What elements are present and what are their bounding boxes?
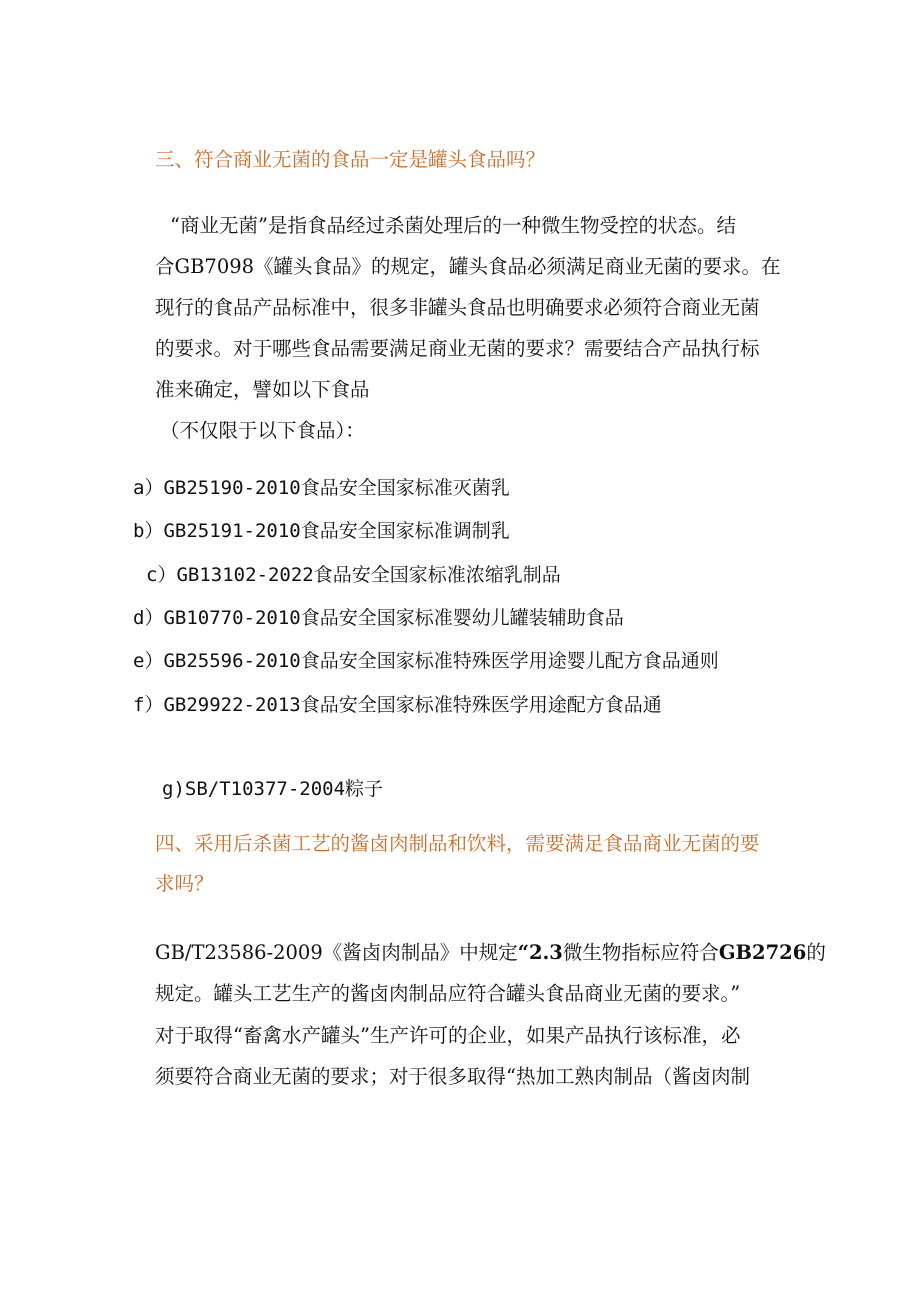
standard-code: GB29922-2013: [163, 694, 301, 716]
standard-title: 食品安全国家标准调制乳: [300, 520, 510, 542]
paragraph-text-bold: GB2726: [718, 941, 807, 964]
list-item: [133, 476, 773, 500]
list-marker: b）: [133, 520, 164, 542]
paragraph-text-bold: “2.3: [517, 941, 563, 964]
standard-title: 食品安全国家标准灭菌乳: [300, 477, 510, 499]
paragraph-text: 的: [806, 941, 826, 964]
standard-code: SB/T10377-2004: [184, 778, 346, 800]
standard-code: GB25191-2010: [163, 520, 301, 542]
standard-title: 食品安全国家标准特殊医学用途配方食品通: [300, 694, 662, 716]
list-marker: c）: [146, 564, 177, 586]
list-marker: a）: [133, 477, 164, 499]
section-4-heading: 求吗？: [155, 872, 214, 895]
standard-title: 粽子: [345, 778, 384, 800]
list-item: [133, 606, 773, 630]
list-marker: g): [162, 778, 185, 800]
paragraph-line: [155, 941, 826, 965]
standard-title: 食品安全国家标准特殊医学用途婴儿配方食品通则: [300, 650, 719, 672]
standard-title: 食品安全国家标准婴幼儿罐装辅助食品: [300, 607, 624, 629]
paragraph-text: 微生物指标应符合: [562, 941, 719, 964]
paragraph-line: 现行的食品产品标准中，很多非罐头食品也明确要求必须符合商业无菌: [155, 296, 760, 319]
paragraph-line: 对于取得“畜禽水产罐头”生产许可的企业，如果产品执行该标准，必: [155, 1024, 741, 1047]
standard-code: GB10770-2010: [163, 607, 301, 629]
standard-code: GB25190-2010: [163, 477, 301, 499]
list-item: [146, 563, 786, 587]
list-item: [162, 777, 802, 801]
list-item: [133, 649, 773, 673]
paragraph-line: （不仅限于以下食品）：: [160, 419, 365, 442]
paragraph-line: 的要求。对于哪些食品需要满足商业无菌的要求？需要结合产品执行标: [155, 337, 760, 360]
paragraph-line: 准来确定，譬如以下食品: [155, 378, 370, 401]
paragraph-line: 合GB7098《罐头食品》的规定，罐头食品必须满足商业无菌的要求。在: [155, 255, 781, 278]
standard-title: 食品安全国家标准浓缩乳制品: [313, 564, 561, 586]
section-4-heading: 四、采用后杀菌工艺的酱卤肉制品和饮料，需要满足食品商业无菌的要: [155, 832, 760, 855]
paragraph-line: 规定。罐头工艺生产的酱卤肉制品应符合罐头食品商业无菌的要求。”: [155, 982, 741, 1005]
standard-code: GB13102-2022: [176, 564, 314, 586]
paragraph-line: 须要符合商业无菌的要求；对于很多取得“热加工熟肉制品（酱卤肉制: [155, 1065, 750, 1088]
paragraph-line: “商业无菌”是指食品经过杀菌处理后的一种微生物受控的状态。结: [170, 214, 736, 237]
section-3-heading: 三、符合商业无菌的食品一定是罐头食品吗？: [155, 148, 546, 171]
list-marker: f）: [133, 694, 164, 716]
list-item: [133, 519, 773, 543]
list-marker: e）: [133, 650, 164, 672]
list-marker: d）: [133, 607, 164, 629]
standard-code: GB25596-2010: [163, 650, 301, 672]
list-item: [133, 693, 773, 717]
paragraph-text: GB/T23586-2009《酱卤肉制品》中规定: [155, 941, 518, 964]
